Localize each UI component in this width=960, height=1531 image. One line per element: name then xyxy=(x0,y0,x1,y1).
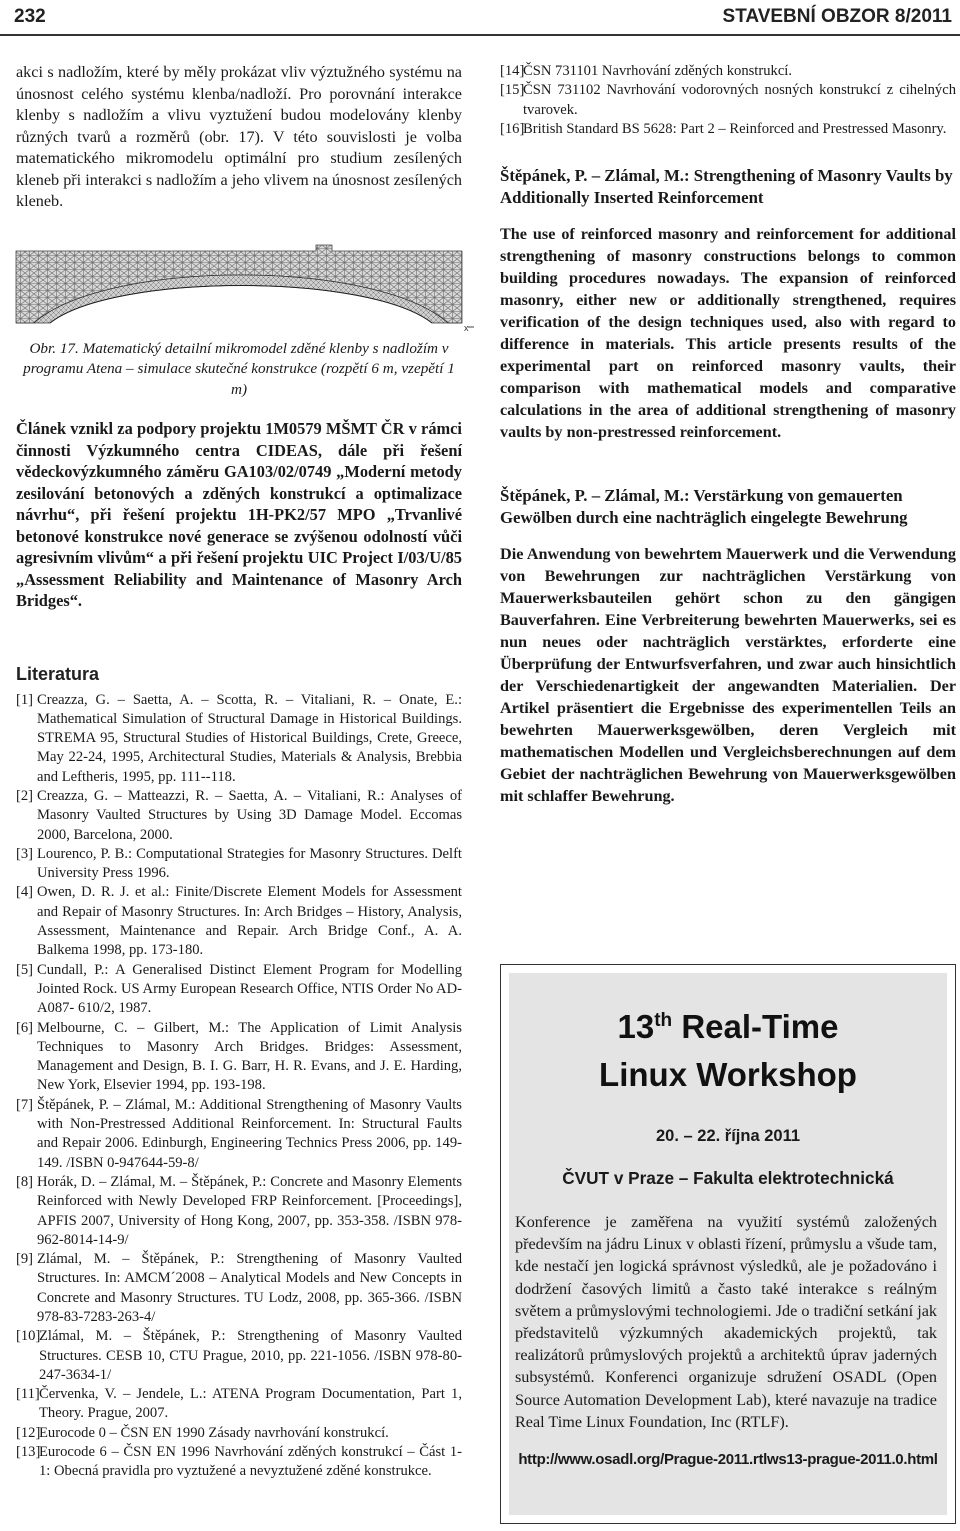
reference-text: Štěpánek, P. – Zlámal, M.: Additional Strengthening of Masonry Vaults with Non-Prestressed Additional Reinforcement. In: Structural Faults and Repair 2006. Edinburgh, Engineering Technics Press 2006, pp. 149-149. /ISBN 0-947644-59-8/ xyxy=(37,1096,462,1171)
reference-text: Melbourne, C. – Gilbert, M.: The Application of Limit Analysis Techniques to Masonry Arch Bridges. Bridges: Assessment, Management and Design, B. I. G. Barr, H. R. Evans, and J. E. Harding, New York, Elsevier 1994, pp. 193-198. xyxy=(37,1019,462,1094)
workshop-title-line2: Linux Workshop xyxy=(599,1056,857,1093)
workshop-url-link[interactable]: http://www.osadl.org/Prague-2011.rtlws13-prague-2011.0.html xyxy=(518,1451,938,1469)
reference-item xyxy=(16,787,462,845)
reference-item xyxy=(16,1096,462,1173)
reference-item xyxy=(16,1424,462,1443)
reference-number: [5] xyxy=(16,961,34,978)
abstract-de: Die Anwendung von bewehrtem Mauerwerk und die Verwendung von Bewehrungen zur nachträglichen Verstärkung von Mauerwerksbauteilen gehört schon zu den gängigen Bauverfahren. Eine Verbreiterung bewehrten Mauerwerks, sei es nun neues oder nachträglich verstärktes, erforderte eine Überprüfung der Entwurfsverfahren, und zwar auch hinsichtlich der Verschiedenartigkeit der angewandten Materialien. Der Artikel präsentiert die Ergebnisse des experimentellen Teils an bewehrten Mauerwerksgewölben, deren Vergleich mit mathematischen Modellen und Vergleichsberechnungen auf dem Gebiet der nachträglichen Bewehrung von Mauerwerksgewölben mit schlaffer Bewehrung. xyxy=(500,545,956,806)
reference-number: [10] xyxy=(16,1328,41,1345)
abstract-de-title: Štěpánek, P. – Zlámal, M.: Verstärkung von gemauerten Gewölben durch eine nachträglich eingelegte Bewehrung xyxy=(500,486,908,528)
reference-number: [4] xyxy=(16,884,34,901)
reference-item xyxy=(16,1250,462,1327)
reference-number: [14] xyxy=(500,63,525,79)
reference-number: [9] xyxy=(16,1251,34,1268)
workshop-venue: ČVUT v Praze – Fakulta elektrotechnická xyxy=(562,1168,894,1188)
reference-item xyxy=(16,845,462,884)
workshop-panel xyxy=(509,973,947,1515)
workshop-announcement xyxy=(500,964,956,1524)
figure-17 xyxy=(16,245,469,335)
reference-number: [7] xyxy=(16,1096,34,1113)
figure-caption: Obr. 17. Matematický detailní mikromodel zděné klenby s nadložím v programu Atena – simulace skutečné konstrukce (rozpětí 6 m, vzepětí 1 m) xyxy=(23,339,455,398)
literature-heading: Literatura xyxy=(16,663,100,684)
reference-number: [16] xyxy=(500,120,525,137)
reference-item xyxy=(500,62,956,81)
reference-text: British Standard BS 5628: Part 2 – Reinforced and Prestressed Masonry. xyxy=(523,120,947,137)
reference-number: [8] xyxy=(16,1173,34,1190)
reference-item xyxy=(16,1327,462,1385)
reference-text: ČSN 731101 Navrhování zděných konstrukcí. xyxy=(523,63,792,79)
reference-item xyxy=(16,883,462,960)
reference-text: Eurocode 6 – ČSN EN 1996 Navrhování zděných konstrukcí – Část 1-1: Obecná pravidla pro vyztužené a nevyztužené zděné konstrukce. xyxy=(39,1444,462,1480)
reference-number: [3] xyxy=(16,845,34,862)
reference-number: [12] xyxy=(16,1424,41,1441)
page-header xyxy=(0,0,960,34)
reference-item xyxy=(16,1173,462,1250)
abstract-en-title: Štěpánek, P. – Zlámal, M.: Strengthening of Masonry Vaults by Additionally Inserted Reinforcement xyxy=(500,166,953,208)
workshop-date: 20. – 22. října 2011 xyxy=(655,1127,801,1145)
right-column xyxy=(500,62,956,807)
reference-item xyxy=(16,1019,462,1096)
reference-list xyxy=(16,691,462,1482)
reference-list-continued xyxy=(500,62,956,139)
reference-text: Horák, D. – Zlámal, M. – Štěpánek, P.: Concrete and Masonry Elements Reinforced with Newly Developed FRP Reinforcement. [Proceedings], APFIS 2007, University of Hong Kong, 2007, pp. 353-358. /ISBN 978-962-8014-14-9/ xyxy=(37,1173,462,1248)
reference-text: ČSN 731102 Navrhování vodorovných nosných konstrukcí z cihelných tvarovek. xyxy=(523,82,956,118)
reference-item xyxy=(16,961,462,1019)
abstract-en: The use of reinforced masonry and reinforcement for additional strengthening of masonry constructions belongs to common building procedures nowadays. The expansion of reinforced masonry, either new or additionally strengthened, requires verification of the design techniques used, also with regard to difference in materials. This article presents results of the experimental part on reinforced masonry vaults, their comparison with mathematical models and comparative calculations in the area of additional strengthening of masonry vaults by non-prestressed reinforcement. xyxy=(500,225,956,442)
reference-item xyxy=(500,120,956,139)
reference-item xyxy=(16,691,462,787)
workshop-title xyxy=(509,1001,947,1047)
reference-text: Červenka, V. – Jendele, L.: ATENA Program Documentation, Part 1, Theory. Prague, 2007. xyxy=(39,1386,462,1422)
reference-item xyxy=(500,81,956,120)
reference-text: Eurocode 0 – ČSN EN 1990 Zásady navrhování konstrukcí. xyxy=(39,1424,389,1441)
reference-number: [2] xyxy=(16,787,34,804)
page-number: 232 xyxy=(14,6,46,27)
figure-axis-label: x xyxy=(464,322,469,333)
reference-text: Zlámal, M. – Štěpánek, P.: Strengthening of Masonry Vaulted Structures. CESB 10, CTU Prague, 2010, pp. 221-1056. /ISBN 978-80-247-3634-1/ xyxy=(39,1328,462,1383)
acknowledgement: Článek vznikl za podpory projektu 1M0579 MŠMT ČR v rámci činnosti Výzkumného centra CIDEAS, dále při řešení vědeckovýzkumného záměru GA103/02/0749 „Moderní metody zesilování betonových a zděných konstrukcí a optimalizace návrhu“, při řešení projektu 1H-PK2/57 MPO „Trvanlivé betonové konstrukce nové generace se zvýšenou odolností vůči agresivním vlivům“ a při řešení projektu UIC Project I/03/U/85 „Assessment Reliability and Maintenance of Masonry Arch Bridges“. xyxy=(16,419,462,610)
reference-text: Creazza, G. – Matteazzi, R. – Saetta, A. – Vitaliani, R.: Analyses of Masonry Vaulted Structures by Using 3D Damage Model. Eccomas 2000, Barcelona, 2000. xyxy=(37,787,462,843)
reference-item xyxy=(16,1443,462,1482)
reference-number: [15] xyxy=(500,82,525,99)
arch-micromodel-image xyxy=(16,245,469,335)
reference-text: Creazza, G. – Saetta, A. – Scotta, R. – Vitaliani, R. – Onate, E.: Mathematical Simulation of Structural Damage in Historical Buildings. STREMA 95, Structural Studies of Historical Buildings, Crete, Greece, May 22-24, 1995, Architectural Studies, Materials & Analysis, Brebbia and Leftheris, 1995, pp. 111--118. xyxy=(37,691,462,785)
journal-name: STAVEBNÍ OBZOR 8/2011 xyxy=(722,6,952,27)
reference-text: Owen, D. R. J. et al.: Finite/Discrete Element Models for Assessment and Repair of Masonry Structures. In: Arch Bridges – History, Analysis, Assessment, Maintenance and Repair. Arch Bridge Conf., A. A. Balkema 1998, pp. 173-180. xyxy=(37,884,462,959)
reference-text: Lourenco, P. B.: Computational Strategies for Masonry Structures. Delft University Press 1996. xyxy=(37,845,462,882)
workshop-description: Konference je zaměřena na využití systémů založených především na jádru Linux v oblasti řízení, průmyslu a všude tam, kde nestačí jen logická správnost výsledků, ale je požadováno i dodržení časových limitů a často také interakce s reálným světem a průmyslovými technologiemi. Jde o tradiční setkání jak představitelů výzkumných akademických projektů, tak realizátorů průmyslových projektů a architektů úprav jaderných subsystémů. Konferenci organizuje sdružení OSADL (Open Source Automation Development Lab), které navazuje na tradice Real Time Linux Foundation, Inc (RTLF). xyxy=(515,1213,937,1431)
reference-number: [6] xyxy=(16,1019,34,1036)
workshop-title-suffix: th xyxy=(654,1010,673,1031)
reference-number: [1] xyxy=(16,691,34,708)
left-column xyxy=(16,62,469,1482)
workshop-title-number: 13 xyxy=(617,1008,655,1045)
workshop-title-rest: Real-Time xyxy=(672,1008,839,1045)
reference-text: Cundall, P.: A Generalised Distinct Element Program for Modelling Jointed Rock. US Army European Research Office, NTIS Order No AD-A087- 610/2, 1987. xyxy=(37,961,462,1017)
reference-text: Zlámal, M. – Štěpánek, P.: Strengthening of Masonry Vaulted Structures. In: AMCM´2008 – Analytical Models and New Concepts in Concrete and Masonry Structures. TU Lodz, 2008, pp. 365-366. /ISBN 978-83-7283-263-4/ xyxy=(37,1251,462,1325)
reference-number: [11] xyxy=(16,1386,40,1403)
reference-number: [13] xyxy=(16,1444,41,1461)
intro-paragraph: akci s nadložím, které by měly prokázat vliv výztužného systému na únosnost celého systému klenba/nadloží. Pro porovnání interakce klenby s nadložím a vlivu vyztužení budou modelovány klenby různých tvarů a rozměrů (obr. 17). V této souvislosti je volba matematického mikromodelu optimální pro studium zesílených kleneb při interakci s nadložím a jeho vlivem na únosnost zesílených kleneb. xyxy=(16,63,462,210)
reference-item xyxy=(16,1385,462,1424)
header-rule xyxy=(0,34,960,36)
